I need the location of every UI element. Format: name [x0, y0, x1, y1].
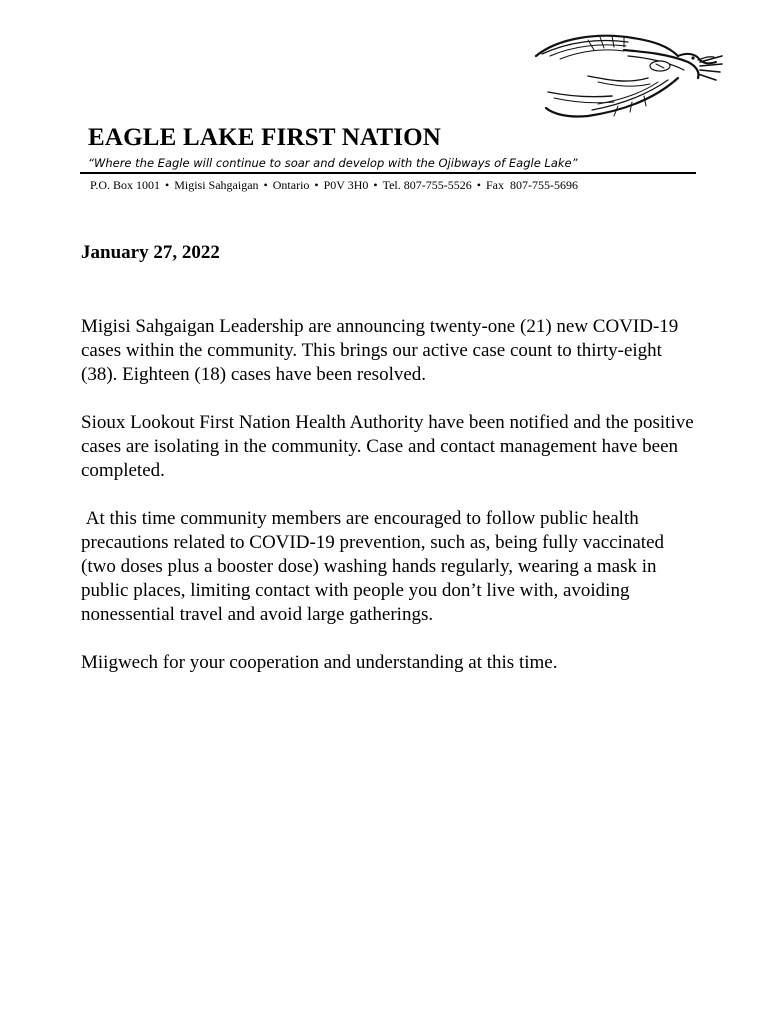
- bullet-separator: •: [373, 178, 378, 192]
- organization-name: EAGLE LAKE FIRST NATION: [88, 124, 442, 151]
- telephone: Tel. 807-755-5526: [382, 178, 472, 192]
- header-divider: [80, 172, 696, 174]
- fax: Fax 807-755-5696: [485, 178, 578, 192]
- bullet-separator: •: [165, 178, 170, 192]
- bullet-separator: •: [263, 178, 268, 192]
- bullet-separator: •: [476, 178, 481, 192]
- po-box: P.O. Box 1001: [90, 178, 161, 192]
- bullet-separator: •: [314, 178, 319, 192]
- organization-motto: “Where the Eagle will continue to soar and develop with the Ojibways of Eagle Lake”: [88, 156, 578, 170]
- community-name: Migisi Sahgaigan: [174, 178, 259, 192]
- contact-line: [90, 178, 578, 193]
- postal-code: P0V 3H0: [323, 178, 369, 192]
- paragraph-precautions: At this time community members are encouraged to follow public health precautions related to COVID-19 prevention, such as, being fully vaccinated (two doses plus a booster dose) washing hands regularly, wearing a mask in public places, limiting contact with people you don’t live with, avoiding nonessential travel and avoid large gatherings.: [81, 508, 669, 625]
- paragraph-health-authority: Sioux Lookout First Nation Health Authority have been notified and the positive cases are isolating in the community. Case and contact management have been completed.: [81, 412, 694, 481]
- eagle-logo-icon: [528, 26, 724, 126]
- paragraph-new-cases: Migisi Sahgaigan Leadership are announcing twenty-one (21) new COVID-19 cases within the community. This brings our active case count to thirty-eight (38). Eighteen (18) cases have been resolved.: [81, 316, 679, 385]
- paragraph-closing: Miigwech for your cooperation and understanding at this time.: [81, 652, 558, 673]
- province: Ontario: [272, 178, 310, 192]
- letter-date: January 27, 2022: [81, 242, 220, 263]
